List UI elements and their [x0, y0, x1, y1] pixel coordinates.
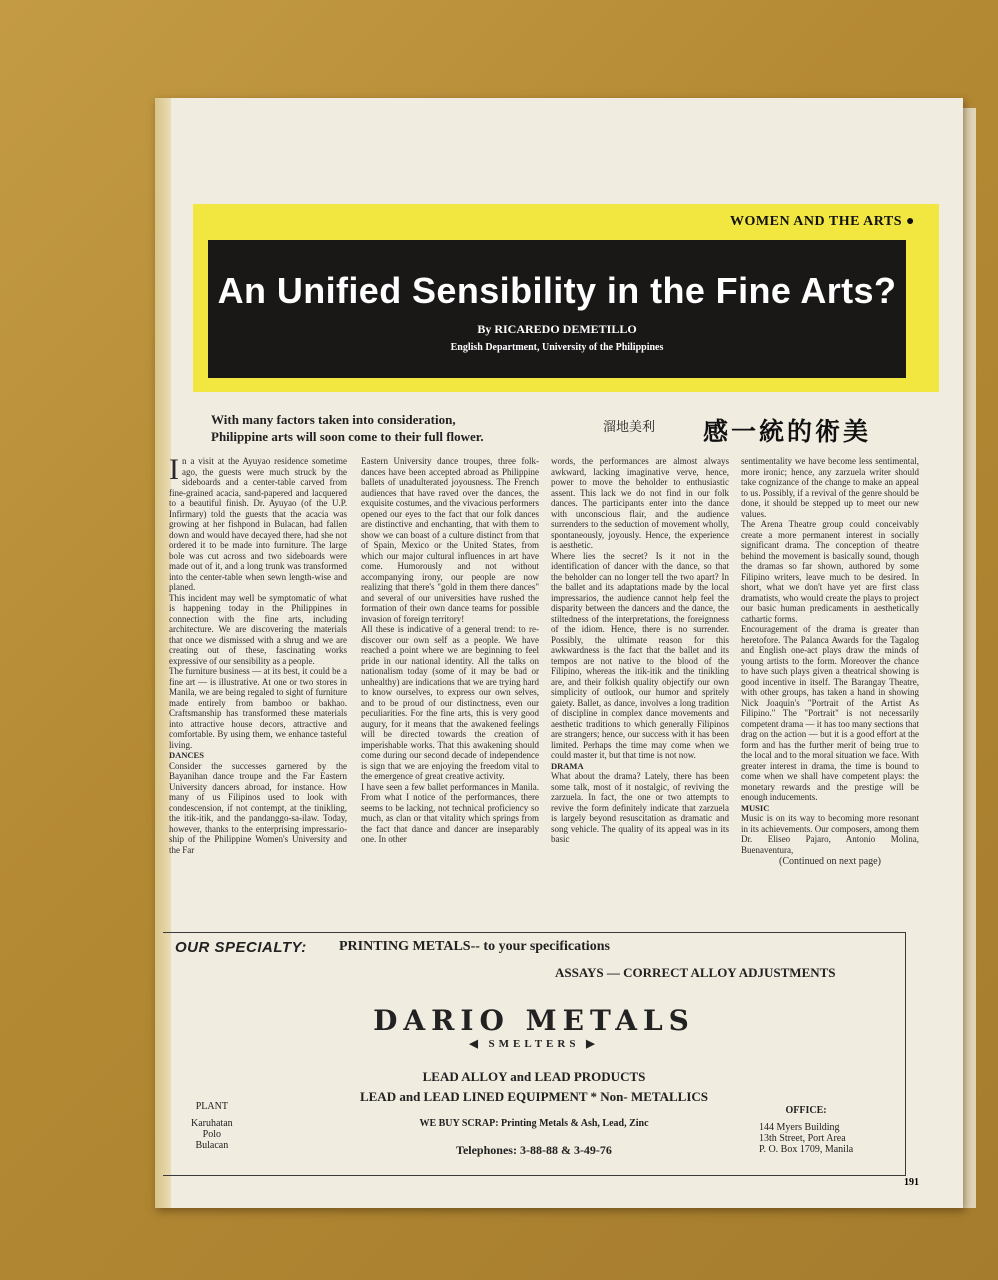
byline: By RICAREDO DEMETILLO	[477, 322, 637, 336]
section-label: WOMEN AND THE ARTS ●	[730, 214, 915, 229]
lede	[211, 411, 484, 445]
advertisement	[163, 932, 906, 1176]
office-label: OFFICE:	[785, 1105, 827, 1116]
article-body	[169, 456, 929, 922]
page-number: 191	[904, 1177, 919, 1188]
scrap-line: WE BUY SCRAP: Printing Metals & Ash, Lead, Zinc	[419, 1118, 649, 1129]
subhead-music: MUSIC	[741, 802, 770, 813]
address-line: Karuhatan	[191, 1118, 233, 1129]
chinese-title: 感一統的術美	[703, 417, 872, 446]
subhead-dances: DANCES	[169, 750, 204, 760]
magazine-page	[155, 98, 963, 1208]
paragraph: words, the performances are almost always awkward, lacking imaginative verve, hence, power to move the beholder to enthusiastic assent. This lack we do not find in our folk dances. The participants enter into the dance with unconscious flair, and the audience surrenders to the seduction of movement wholly, spontaneously, joyously. Hence, the experience is aesthetic.	[551, 456, 729, 550]
column-2	[361, 456, 539, 922]
specialty-label: OUR SPECIALTY:	[175, 939, 307, 956]
paragraph: What about the drama? Lately, there has been some talk, most of it nostalgic, of reviving the zarzuela. In fact, the one or two attempts to revive the form definitely indicate that zarzuela is largely beyond resuscitation as dramatic and song vehicle. The quality of its appeal was in its basic	[551, 771, 729, 844]
paragraph: All these is indicative of a general trend: to re-discover our own self as a people. We have reached a point where we are beginning to feel pride in our national identity. All the talks on nationalism today (some of it may be bad or unhealthy) are indications that we are trying hard to know ourselves, to express our own selves, and to be proud of our distinctness, even our peculiarities. For the fine arts, this is very good augury, for it means that the awakened feelings will be directed towards the creation of imperishable works. That this awakening should come during our second decade of independence is sign that we are enjoying the freedom vital to the emergence of great creative activity.	[361, 624, 539, 781]
paragraph: n a visit at the Ayuyao residence sometime ago, the guests were much struck by the sideboards and a center-table carved from fine-grained acacia, sand-papered and lacquered to a beautiful finish. Dr. Ayuyao (of the U.P. Infirmary) told the guests that the acacia was growing at her fishpond in Bulacan, had fallen down and would have decayed there, had she not ordered it to be made into furniture. The large bole was cut across and two sideboards were made out of it, and a long trunk was transformed into the center-table when sewn length-wise and planed.	[169, 456, 347, 592]
article-title: An Unified Sensibility in the Fine Arts?	[217, 270, 897, 311]
paragraph: The Arena Theatre group could conceivably create a more permanent interest in socially significant drama. The conception of theatre behind the movement is basically sound, though the dramas so far shown, authored by some Filipino writers, leave much to be desired. In short, what we don't have yet are first class dramatists, who would create the plays to project our basic human predicaments in aesthetically cathartic forms.	[741, 519, 919, 624]
paragraph: Music is on its way to becoming more resonant in its achievements. Our composers, among them Dr. Eliseo Pajaro, Antonio Molina, Buenaventura,	[741, 813, 919, 855]
lede-line-1: With many factors taken into consideration,	[211, 412, 456, 427]
column-3	[551, 456, 729, 922]
telephones: Telephones: 3-88-88 & 3-49-76	[456, 1143, 612, 1157]
products-line-2: LEAD and LEAD LINED EQUIPMENT * Non- METALLICS	[359, 1089, 709, 1104]
smelters-tagline: ◀ SMELTERS ▶	[469, 1038, 599, 1050]
office-address	[759, 1105, 853, 1155]
paragraph: The furniture business — at its best, it could be a fine art — is illustrative. At one or two stores in Manila, we are being regaled to sight of furniture made entirely from bamboo or bakhao. Craftsmanship has transformed these materials into attractive house decors, attractive and comfortable. By using them, we enhance tasteful living.	[169, 666, 347, 750]
address-line: Bulacan	[195, 1140, 229, 1151]
title-block	[208, 240, 906, 378]
address-line: 144 Myers Building	[759, 1122, 840, 1133]
chinese-name: 溜地美利	[603, 420, 656, 435]
page-edge	[962, 108, 976, 1208]
paragraph: This incident may well be symptomatic of what is happening today in the Philippines in connection with the fine arts, including architecture. We are discovering the materials that once we dismissed with a shrug and we are creating out of these, fascinating works expressive of our sensibility as a people.	[169, 592, 347, 666]
paragraph: sentimentality we have become less sentimental, more ironic; hence, any zarzuela writer should take cognizance of the change to make an appeal to us. Possibly, if a revival of the genre should be done, it should be stepped up to meet our new values.	[741, 456, 919, 519]
paragraph: I have seen a few ballet performances in Manila. From what I notice of the performances, there seems to be lacking, not technical proficiency so much, as clan or that vitality which springs from the fact that dance and dancer are inseparably one. In other	[361, 781, 539, 844]
affiliation: English Department, University of the Philippines	[450, 342, 664, 353]
products-line-1: LEAD ALLOY and LEAD PRODUCTS	[422, 1069, 646, 1084]
paragraph: Encouragement of the drama is greater than heretofore. The Palanca Awards for the Tagalog and English one-act plays draw the minds of young artists to the form. Moreover the chance to have such plays given a theatrical showing is good incentive in itself. The Barangay Theatre, with other groups, has taken a hand in showing Nick Joaquin's "Portrait of the Artist As Filipino." The "Portrait" is not necessarily competent drama — it has too many sections that drag on the action — but it is a good effort at the form and has the further merit of being true to the local and to the moral situation we face. With greater interest in drama, the time is bound to come when we shall have competent plays: the monetary rewards and the prestige will be enough inducements.	[741, 624, 919, 802]
column-4	[741, 456, 919, 922]
paragraph: Consider the successes garnered by the Bayanihan dance troupe and the Far Eastern University dancers abroad, for instance. How many of us Filipinos used to look with condescension, if not contempt, at the tinikling, the itik-itik, and the pandanggo-sa-ilaw. Today, however, thanks to the enterprising impressario-ship of the Philippine Women's University and the Far	[169, 760, 347, 855]
plant-label: PLANT	[195, 1101, 228, 1112]
address-line: Polo	[202, 1129, 221, 1140]
column-1	[169, 456, 347, 922]
specialty-text: PRINTING METALS-- to your specifications	[339, 939, 610, 954]
drop-cap: I	[169, 456, 179, 486]
subhead-drama: DRAMA	[551, 760, 584, 771]
lede-line-2: Philippine arts will soon come to their full flower.	[211, 429, 484, 444]
continued-note: (Continued on next page)	[779, 856, 881, 867]
paragraph: Where lies the secret? Is it not in the identification of dancer with the dance, so that the beholder can no longer tell the two apart? In the ballet and its adaptations made by the local impressarios, the audience cannot help feel the disparity between the dancers and the dance, the stiltedness of the interpretations, the foreignness of the idiom. Hence, there is no surrender. Possibly, the ultimate reason for this awkwardness is the fact that the ballet and its tempos are not native to the blood of the Filipino, whereas the itik-itik and the tinikling are, and their folkish quality objectify our own simplicity of outlook, our humor and spritely gaiety. Ballet, as dance, involves a long tradition of discipline in complex dance movements and aesthetic traditions to which generally Filipinos are strangers; hence, our success with it has been limited. Perhaps the time may come when we could master it, but that time is not now.	[551, 550, 729, 760]
company-logo: DARIO METALS	[373, 1004, 695, 1037]
address-line: 13th Street, Port Area	[759, 1133, 846, 1144]
plant-address	[191, 1101, 233, 1151]
assays-line: ASSAYS — CORRECT ALLOY ADJUSTMENTS	[555, 965, 836, 980]
paragraph: Eastern University dance troupes, three folk-dances have been accepted abroad as Philippine ballets of unadulterated joyousness. The French audiences that have raved over the dances, the exquisite costumes, and the vivacious performers opened our eyes to the fact that our folk dances are distinctive and enchanting, that with them to show we can boast of a culture distinct from that of Spain, Mexico or the United States, from which our major cultural influences in art have come. Humorously and not without accompanying irony, our people are now realizing that there's "gold in them there dances" and several of our universities have rushed the formation of their own dance teams for possible invasion of foreign territory!	[361, 456, 539, 624]
address-line: P. O. Box 1709, Manila	[759, 1144, 854, 1155]
